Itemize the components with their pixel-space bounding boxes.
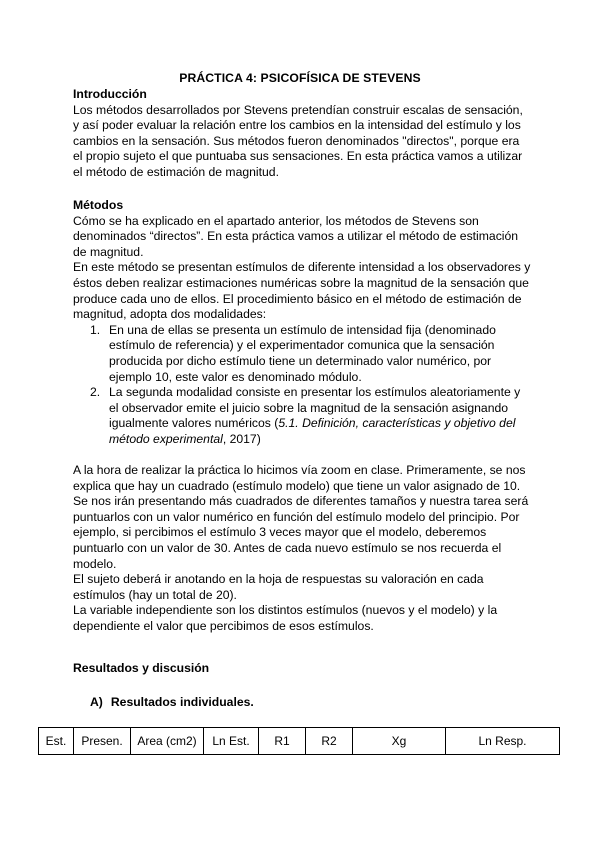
results-heading: Resultados y discusión bbox=[73, 661, 210, 675]
intro-line: cambios en la sensación. Sus métodos fueron denominados "directos", porque era bbox=[73, 133, 520, 148]
procedure-line: puntuarlo con un valor de 30. Antes de cada nuevo estímulo se nos recuerda el bbox=[73, 541, 502, 556]
methods-line: denominados “directos”. En esta práctica vamos a utilizar el método de estimación bbox=[73, 229, 519, 244]
list-item bbox=[73, 385, 533, 447]
procedure-line: estímulos (hay un total de 20). bbox=[73, 587, 237, 602]
methods-line: de magnitud. bbox=[73, 244, 144, 259]
methods-line: En este método se presentan estímulos de diferente intensidad a los observadores y bbox=[73, 260, 531, 275]
intro-section bbox=[73, 87, 533, 181]
methods-section bbox=[73, 198, 533, 635]
methods-line: magnitud, adopta dos modalidades: bbox=[73, 307, 267, 322]
table-header-cell: Area (cm2) bbox=[131, 728, 204, 755]
list-line: La segunda modalidad consiste en presentar los estímulos aleatoriamente y bbox=[109, 385, 521, 400]
list-line: producida por dicho estímulo tiene un determinado valor numérico, por bbox=[109, 353, 492, 368]
procedure-line: Se nos irán presentando más cuadrados de diferentes tamaños y nuestra tarea será bbox=[73, 494, 529, 509]
procedure-line: ejemplo, si percibimos el estímulo 3 veces mayor que el modelo, deberemos bbox=[73, 525, 487, 540]
list-number: 1. bbox=[90, 322, 101, 337]
list-line bbox=[109, 432, 533, 448]
procedure-line: El sujeto deberá ir anotando en la hoja de respuestas su valoración en cada bbox=[73, 572, 484, 587]
list-line: estímulo de referencia) y el experimentador comunica que la sensación bbox=[109, 338, 495, 353]
modalities-list bbox=[73, 323, 533, 448]
methods-line: éstos deben realizar estimaciones numéricas sobre la magnitud de la sensación que bbox=[73, 275, 529, 290]
subheading-label: A) bbox=[90, 695, 103, 709]
procedure-line: La variable independiente son los distintos estímulos (nuevos y el modelo) y la bbox=[73, 603, 498, 618]
citation-title: 5.1. Definición, características y objetivo del bbox=[278, 416, 516, 431]
page-title: PRÁCTICA 4: PSICOFÍSICA DE STEVENS bbox=[179, 71, 421, 85]
list-number: 2. bbox=[90, 385, 101, 400]
intro-line: y así poder evaluar la relación entre los cambios en la intensidad del estímulo y los bbox=[73, 118, 521, 133]
table-header-cell: Ln Est. bbox=[204, 728, 259, 755]
table-header-cell: R1 bbox=[259, 728, 306, 755]
intro-line: el propio sujeto el que puntuaba sus sensaciones. En esta práctica vamos a utilizar bbox=[73, 149, 523, 164]
table-header-cell: R2 bbox=[306, 728, 353, 755]
list-line: ejemplo 10, este valor es denominado módulo. bbox=[109, 369, 362, 384]
list-line bbox=[109, 416, 533, 432]
table-header-cell: Presen. bbox=[74, 728, 131, 755]
citation-title: método experimental bbox=[109, 431, 223, 446]
table-header-row bbox=[39, 728, 560, 755]
subheading-text: Resultados individuales. bbox=[110, 695, 254, 709]
list-line: el observador emite el juicio sobre la magnitud de la sensación asignando bbox=[109, 400, 509, 415]
list-line: En una de ellas se presenta un estímulo de intensidad fija (denominado bbox=[109, 322, 496, 337]
table-header-cell: Xg bbox=[353, 728, 446, 755]
intro-line: el método de estimación de magnitud. bbox=[73, 164, 279, 179]
intro-line: Los métodos desarrollados por Stevens pretendían construir escalas de sensación, bbox=[73, 102, 523, 117]
methods-line: Cómo se ha explicado en el apartado anterior, los métodos de Stevens son bbox=[73, 213, 479, 228]
methods-line: produce cada uno de ellos. El procedimiento básico en el método de estimación de bbox=[73, 291, 522, 306]
procedure-line: dependiente el valor que percibimos de esos estímulos. bbox=[73, 619, 374, 634]
procedure-line: A la hora de realizar la práctica lo hicimos vía zoom en clase. Primeramente, se nos bbox=[73, 463, 526, 478]
procedure-line: modelo. bbox=[73, 556, 117, 571]
methods-heading: Métodos bbox=[73, 198, 124, 212]
intro-heading: Introducción bbox=[73, 87, 147, 101]
procedure-line: puntuarlos con un valor numérico en función del estímulo modelo del principio. Por bbox=[73, 509, 520, 524]
list-item bbox=[73, 323, 533, 385]
list-text: igualmente valores numéricos ( bbox=[109, 416, 279, 431]
results-subheading bbox=[90, 695, 254, 709]
citation-year: , 2017) bbox=[222, 431, 261, 446]
results-table bbox=[38, 727, 560, 755]
procedure-line: explica que hay un cuadrado (estímulo modelo) que tiene un valor asignado de 10. bbox=[73, 478, 521, 493]
table-header-cell: Ln Resp. bbox=[446, 728, 560, 755]
table-header-cell: Est. bbox=[39, 728, 74, 755]
